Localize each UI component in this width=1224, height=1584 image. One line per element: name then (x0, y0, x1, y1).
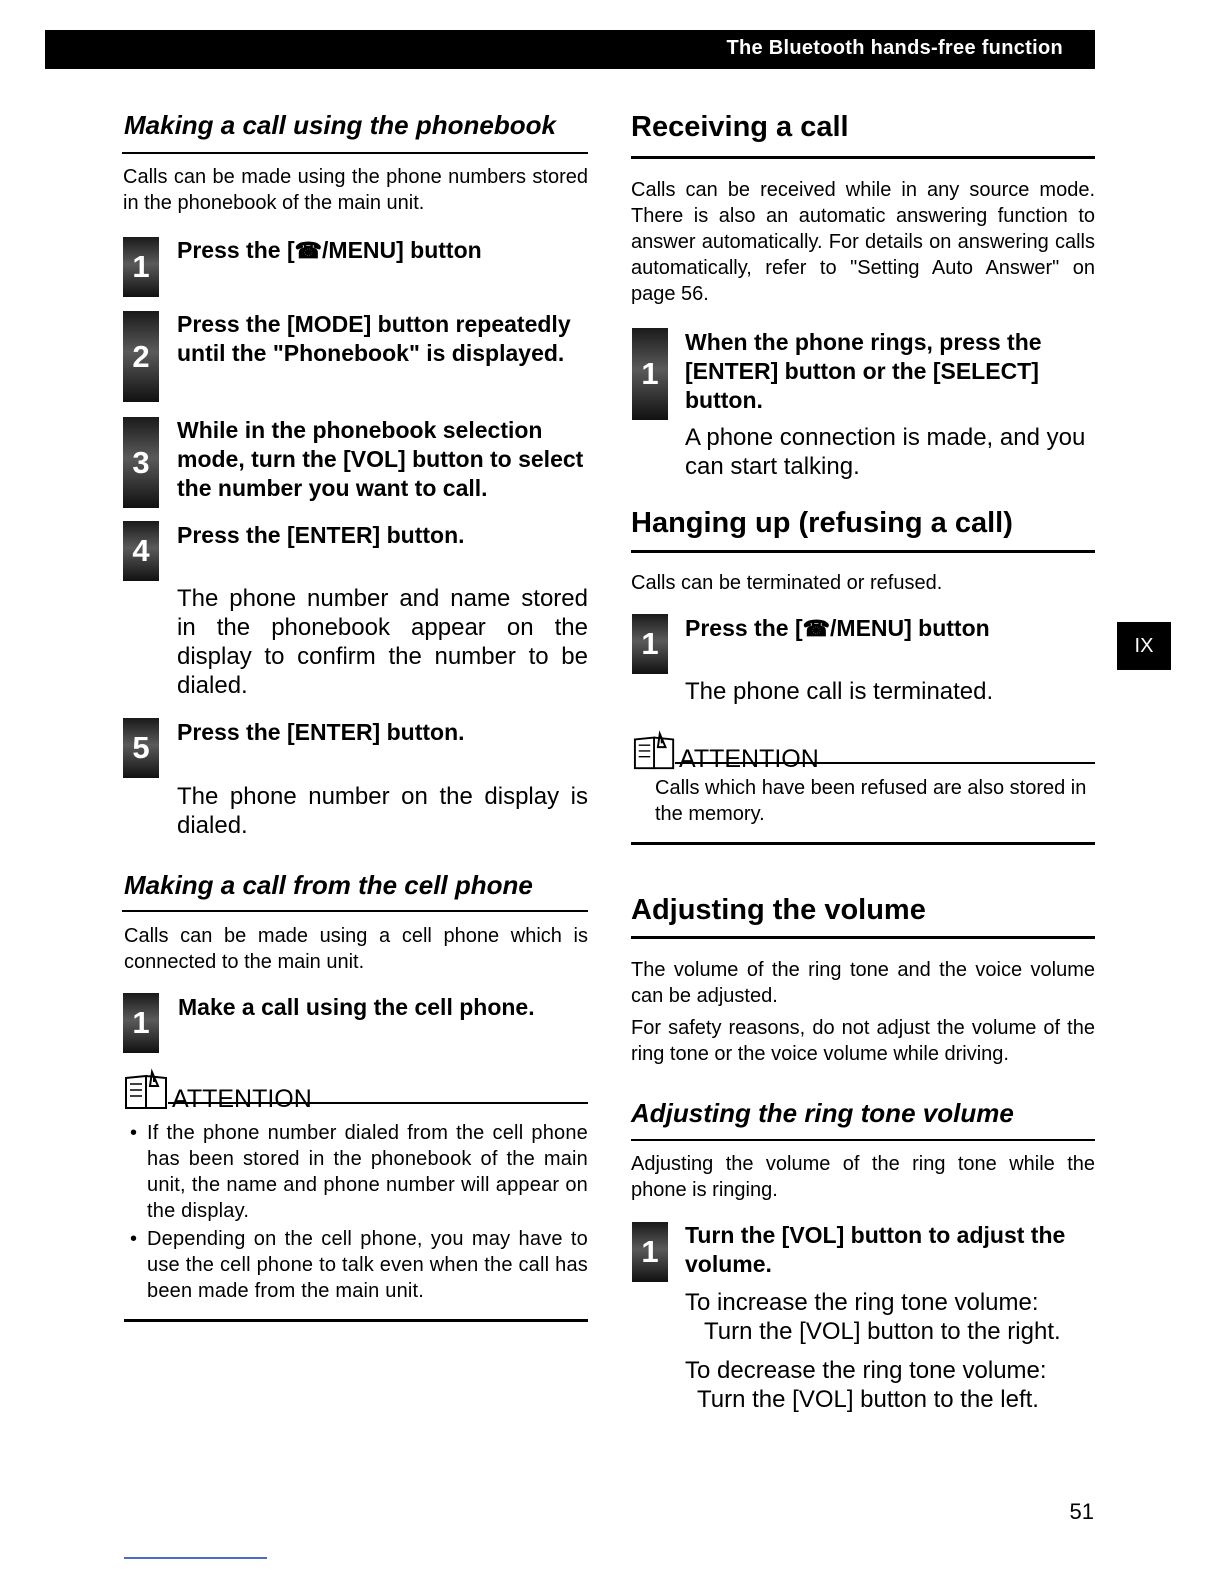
list-item: • If the phone number dialed from the cell phone has been stored in the phonebook of the main unit, the name and phone number will appear on the display. (130, 1122, 588, 1222)
divider (631, 936, 1095, 939)
cellphone-heading: Making a call from the cell phone (124, 870, 533, 900)
attention-block (631, 728, 1095, 773)
divider (631, 842, 1095, 845)
step-description: The phone call is terminated. (685, 678, 994, 705)
attention-block (122, 1066, 588, 1113)
divider (631, 1139, 1095, 1141)
step-instruction: Press the [MODE] button repeatedly until the "Phonebook" is displayed. (177, 311, 571, 366)
list-item: • Depending on the cell phone, you may have to use the cell phone to talk even when the call has been made from the main unit. (130, 1228, 588, 1302)
step-instruction: Press the [ENTER] button. (177, 522, 465, 548)
ringtone-heading: Adjusting the ring tone volume (631, 1098, 1014, 1128)
step-number-badge: 1 (123, 237, 159, 297)
phonebook-heading: Making a call using the phonebook (124, 110, 556, 140)
attention-bullets (130, 1120, 588, 1304)
phonebook-intro: Calls can be made using the phone numbers stored in the phonebook of the main unit. (123, 166, 588, 214)
volume-intro: The volume of the ring tone and the voice volume can be adjusted. (631, 959, 1095, 1007)
step-description: The phone number on the display is dialed. (177, 783, 588, 839)
divider (124, 1319, 588, 1322)
attention-book-icon (122, 1066, 172, 1112)
volume-heading: Adjusting the volume (631, 894, 926, 926)
step-number-badge: 2 (123, 311, 159, 402)
ringtone-intro: Adjusting the volume of the ring tone while the phone is ringing. (631, 1153, 1095, 1201)
step-instruction: When the phone rings, press the [ENTER] button or the [SELECT] button. (685, 329, 1042, 413)
increase-label: To increase the ring tone volume: (685, 1289, 1039, 1316)
section-title: The Bluetooth hands-free function (726, 37, 1063, 59)
step-instruction: Press the [☎/MENU] button (685, 615, 990, 641)
divider (631, 156, 1095, 159)
hanging-heading: Hanging up (refusing a call) (631, 507, 1013, 539)
step-instruction: Press the [☎/MENU] button (177, 237, 482, 263)
chapter-tab: IX (1117, 622, 1171, 670)
step-number-badge: 1 (632, 328, 668, 420)
divider (122, 152, 588, 154)
step-number-badge: 4 (123, 521, 159, 581)
hanging-intro: Calls can be terminated or refused. (631, 572, 943, 594)
step-instruction: While in the phonebook selection mode, turn the [VOL] button to select the number you want to call. (177, 417, 584, 501)
step-instruction: Turn the [VOL] button to adjust the volume. (685, 1222, 1066, 1277)
decrease-label: To decrease the ring tone volume: (685, 1357, 1047, 1384)
phone-icon: ☎ (802, 616, 831, 641)
step-number-badge: 1 (123, 993, 159, 1053)
step-instruction: Make a call using the cell phone. (178, 994, 535, 1020)
footer-line (124, 1557, 267, 1559)
receiving-heading: Receiving a call (631, 111, 849, 143)
step-description: The phone number and name stored in the phonebook appear on the display to confirm the number to be dialed. (177, 585, 588, 699)
volume-safety-note: For safety reasons, do not adjust the volume of the ring tone or the voice volume while driving. (631, 1017, 1095, 1065)
step-number-badge: 1 (632, 1222, 668, 1282)
decrease-action: Turn the [VOL] button to the left. (697, 1386, 1039, 1413)
page-number: 51 (1069, 1499, 1094, 1524)
increase-action: Turn the [VOL] button to the right. (704, 1318, 1061, 1345)
step-description: A phone connection is made, and you can start talking. (685, 424, 1086, 480)
step-number-badge: 1 (632, 614, 668, 674)
divider (122, 910, 588, 912)
step-number-badge: 3 (123, 417, 159, 508)
phone-icon: ☎ (294, 238, 323, 263)
attention-label: ATTENTION (172, 1085, 312, 1113)
divider (631, 550, 1095, 553)
step-number-badge: 5 (123, 718, 159, 778)
receiving-intro: Calls can be received while in any source mode. There is also an automatic answering function to answer automatically. For details on answering calls automatically, refer to "Setting Auto Answer" on page 56. (631, 179, 1095, 305)
attention-label: ATTENTION (679, 745, 819, 773)
step-instruction: Press the [ENTER] button. (177, 719, 465, 745)
cellphone-intro: Calls can be made using a cell phone which is connected to the main unit. (124, 925, 588, 973)
attention-book-icon (631, 728, 679, 772)
page-header-bar (45, 30, 1095, 69)
attention-text: Calls which have been refused are also stored in the memory. (655, 777, 1087, 825)
